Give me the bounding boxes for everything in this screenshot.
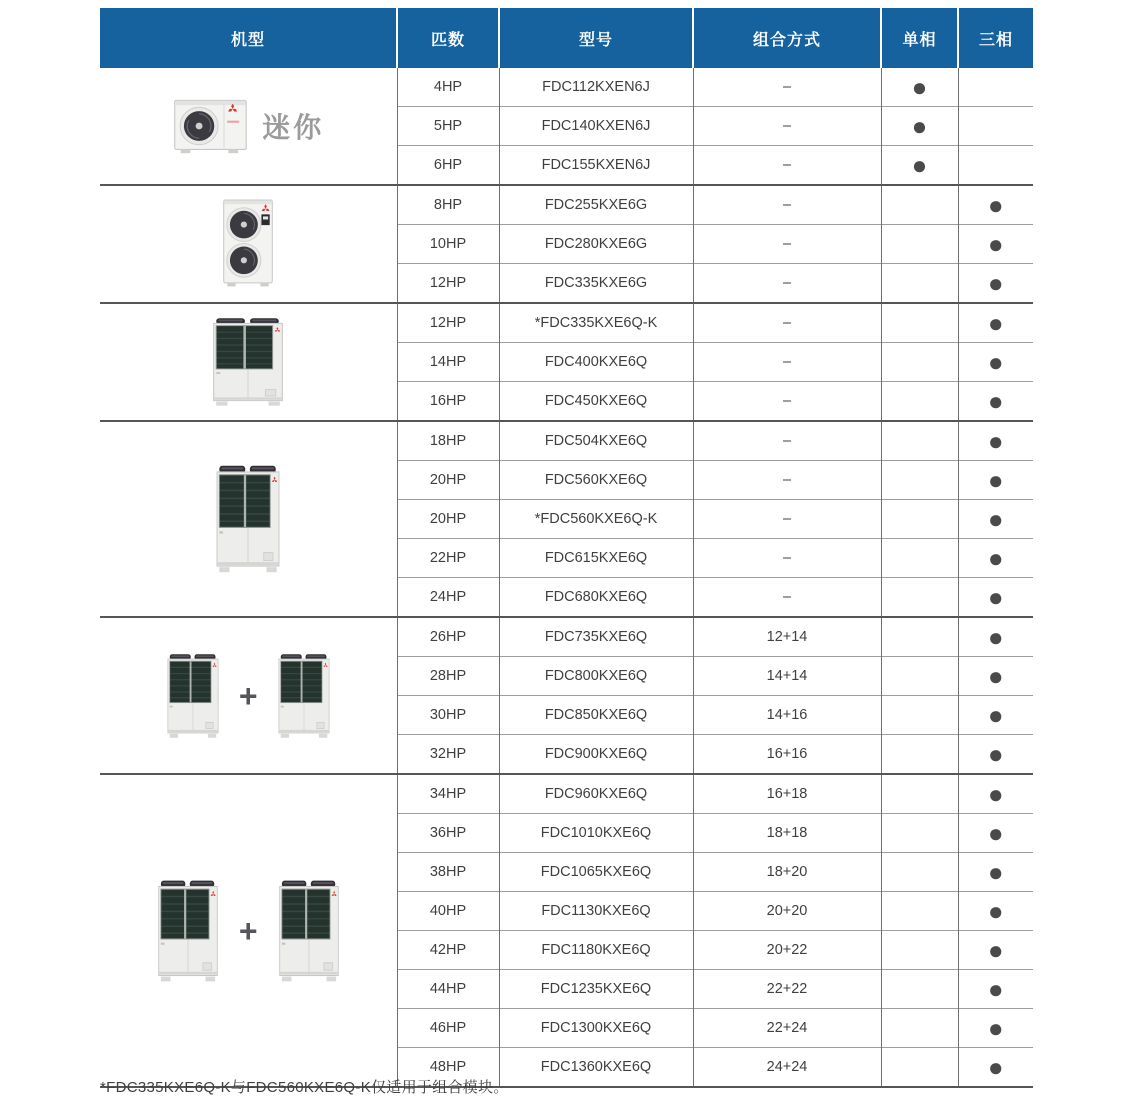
three-phase-marker: ● — [958, 303, 1033, 343]
model-type-cell-dual-fan — [100, 185, 397, 303]
single-phase-marker — [881, 225, 958, 264]
single-phase-marker — [881, 970, 958, 1009]
hp-cell: 20HP — [397, 461, 499, 500]
hp-cell: 6HP — [397, 146, 499, 186]
hp-cell: 12HP — [397, 264, 499, 304]
model-type-cell-combo-pair — [100, 617, 397, 774]
three-phase-marker: ● — [958, 696, 1033, 735]
hp-cell: 12HP — [397, 303, 499, 343]
hp-cell: 46HP — [397, 1009, 499, 1048]
model-cell: FDC255KXE6G — [499, 185, 693, 225]
plus-sign: + — [238, 677, 258, 714]
hp-cell: 40HP — [397, 892, 499, 931]
three-phase-marker: ● — [958, 657, 1033, 696]
model-cell: FDC850KXE6Q — [499, 696, 693, 735]
combination-cell: 16+16 — [693, 735, 881, 775]
single-phase-marker — [881, 657, 958, 696]
combination-cell: 20+20 — [693, 892, 881, 931]
hp-cell: 30HP — [397, 696, 499, 735]
outdoor-unit-combo-right-image — [274, 652, 334, 740]
model-cell: FDC1065KXE6Q — [499, 853, 693, 892]
single-phase-marker — [881, 853, 958, 892]
combination-cell: 24+24 — [693, 1048, 881, 1088]
model-cell: FDC335KXE6G — [499, 264, 693, 304]
combination-cell: – — [693, 107, 881, 146]
model-type-cell-combo-pair-large — [100, 774, 397, 1087]
combination-cell: – — [693, 303, 881, 343]
three-phase-marker: ● — [958, 421, 1033, 461]
model-cell: *FDC335KXE6Q-K — [499, 303, 693, 343]
hp-cell: 14HP — [397, 343, 499, 382]
single-phase-marker — [881, 1048, 958, 1088]
column-header-model-type: 机型 — [100, 8, 397, 68]
table-row — [100, 421, 1033, 461]
three-phase-marker: ● — [958, 970, 1033, 1009]
hp-cell: 38HP — [397, 853, 499, 892]
hp-cell: 8HP — [397, 185, 499, 225]
model-cell: FDC615KXE6Q — [499, 539, 693, 578]
single-phase-marker — [881, 539, 958, 578]
single-phase-marker — [881, 185, 958, 225]
single-phase-marker — [881, 774, 958, 814]
three-phase-marker: ● — [958, 461, 1033, 500]
column-header-single-phase: 单相 — [881, 8, 958, 68]
combination-cell: – — [693, 421, 881, 461]
single-phase-marker: ● — [881, 107, 958, 146]
model-type-cell-module-tall — [100, 421, 397, 617]
three-phase-marker: ● — [958, 931, 1033, 970]
combination-cell: 22+24 — [693, 1009, 881, 1048]
column-header-three-phase: 三相 — [958, 8, 1033, 68]
hp-cell: 42HP — [397, 931, 499, 970]
hp-cell: 22HP — [397, 539, 499, 578]
hp-cell: 32HP — [397, 735, 499, 775]
combination-cell: 18+18 — [693, 814, 881, 853]
three-phase-marker: ● — [958, 853, 1033, 892]
combination-cell: – — [693, 264, 881, 304]
three-phase-marker: ● — [958, 892, 1033, 931]
combination-cell: 22+22 — [693, 970, 881, 1009]
combination-cell: 18+20 — [693, 853, 881, 892]
model-cell: FDC280KXE6G — [499, 225, 693, 264]
model-cell: *FDC560KXE6Q-K — [499, 500, 693, 539]
single-phase-marker — [881, 735, 958, 775]
table-row — [100, 303, 1033, 343]
model-cell: FDC1130KXE6Q — [499, 892, 693, 931]
combination-cell: 20+22 — [693, 931, 881, 970]
spec-table-container — [100, 8, 1033, 1088]
three-phase-marker: ● — [958, 225, 1033, 264]
combination-cell: – — [693, 146, 881, 186]
hp-cell: 16HP — [397, 382, 499, 422]
model-cell: FDC680KXE6Q — [499, 578, 693, 618]
hp-cell: 36HP — [397, 814, 499, 853]
model-cell: FDC1010KXE6Q — [499, 814, 693, 853]
column-header-hp: 匹数 — [397, 8, 499, 68]
three-phase-marker: ● — [958, 264, 1033, 304]
hp-cell: 4HP — [397, 68, 499, 107]
model-cell: FDC504KXE6Q — [499, 421, 693, 461]
model-type-cell-module — [100, 303, 397, 421]
single-phase-marker: ● — [881, 68, 958, 107]
model-cell: FDC140KXEN6J — [499, 107, 693, 146]
single-phase-marker — [881, 617, 958, 657]
hp-cell: 24HP — [397, 578, 499, 618]
three-phase-marker: ● — [958, 1048, 1033, 1088]
hp-cell: 10HP — [397, 225, 499, 264]
outdoor-unit-module-image — [207, 316, 289, 408]
hp-cell: 5HP — [397, 107, 499, 146]
single-phase-marker — [881, 500, 958, 539]
model-cell: FDC1360KXE6Q — [499, 1048, 693, 1088]
model-cell: FDC112KXEN6J — [499, 68, 693, 107]
combination-cell: – — [693, 343, 881, 382]
three-phase-marker — [958, 107, 1033, 146]
model-cell: FDC960KXE6Q — [499, 774, 693, 814]
mini-label: 迷你 — [262, 112, 325, 143]
three-phase-marker: ● — [958, 539, 1033, 578]
single-phase-marker — [881, 382, 958, 422]
model-cell: FDC400KXE6Q — [499, 343, 693, 382]
combination-cell: – — [693, 578, 881, 618]
single-phase-marker — [881, 303, 958, 343]
combination-cell: – — [693, 382, 881, 422]
outdoor-unit-module-tall-image — [211, 463, 285, 575]
model-cell: FDC560KXE6Q — [499, 461, 693, 500]
combination-cell: – — [693, 185, 881, 225]
three-phase-marker: ● — [958, 617, 1033, 657]
column-header-model-no: 型号 — [499, 8, 693, 68]
three-phase-marker: ● — [958, 814, 1033, 853]
combination-cell: 12+14 — [693, 617, 881, 657]
hp-cell: 26HP — [397, 617, 499, 657]
footnote: *FDC335KXE6Q-K与FDC560KXE6Q-K仅适用于组合模块。 — [100, 1079, 509, 1096]
single-phase-marker — [881, 814, 958, 853]
three-phase-marker: ● — [958, 500, 1033, 539]
model-cell: FDC900KXE6Q — [499, 735, 693, 775]
three-phase-marker — [958, 146, 1033, 186]
plus-sign: + — [238, 912, 258, 949]
model-type-cell-mini — [100, 68, 397, 185]
model-cell: FDC735KXE6Q — [499, 617, 693, 657]
single-phase-marker — [881, 578, 958, 618]
single-phase-marker — [881, 696, 958, 735]
combination-cell: – — [693, 461, 881, 500]
outdoor-unit-mini-image — [172, 94, 250, 158]
model-cell: FDC155KXEN6J — [499, 146, 693, 186]
single-phase-marker: ● — [881, 146, 958, 186]
combination-cell: 16+18 — [693, 774, 881, 814]
table-row — [100, 617, 1033, 657]
three-phase-marker — [958, 68, 1033, 107]
combination-cell: 14+16 — [693, 696, 881, 735]
single-phase-marker — [881, 421, 958, 461]
three-phase-marker: ● — [958, 578, 1033, 618]
model-cell: FDC1180KXE6Q — [499, 931, 693, 970]
outdoor-unit-dual-fan-image — [217, 197, 279, 291]
three-phase-marker: ● — [958, 1009, 1033, 1048]
hp-cell: 48HP — [397, 1048, 499, 1088]
combination-cell: – — [693, 500, 881, 539]
hp-cell: 20HP — [397, 500, 499, 539]
model-cell: FDC1300KXE6Q — [499, 1009, 693, 1048]
combination-cell: – — [693, 539, 881, 578]
outdoor-unit-spec-table — [100, 8, 1033, 1088]
outdoor-unit-combo-left-image — [163, 652, 223, 740]
three-phase-marker: ● — [958, 185, 1033, 225]
table-row — [100, 185, 1033, 225]
single-phase-marker — [881, 461, 958, 500]
hp-cell: 44HP — [397, 970, 499, 1009]
three-phase-marker: ● — [958, 735, 1033, 775]
three-phase-marker: ● — [958, 382, 1033, 422]
model-cell: FDC1235KXE6Q — [499, 970, 693, 1009]
three-phase-marker: ● — [958, 774, 1033, 814]
column-header-combination: 组合方式 — [693, 8, 881, 68]
outdoor-unit-combo-large-left-image — [153, 878, 223, 984]
single-phase-marker — [881, 931, 958, 970]
hp-cell: 28HP — [397, 657, 499, 696]
combination-cell: – — [693, 225, 881, 264]
header-row — [100, 8, 1033, 68]
model-cell: FDC800KXE6Q — [499, 657, 693, 696]
single-phase-marker — [881, 1009, 958, 1048]
hp-cell: 34HP — [397, 774, 499, 814]
single-phase-marker — [881, 892, 958, 931]
hp-cell: 18HP — [397, 421, 499, 461]
model-cell: FDC450KXE6Q — [499, 382, 693, 422]
three-phase-marker: ● — [958, 343, 1033, 382]
outdoor-unit-combo-large-right-image — [274, 878, 344, 984]
combination-cell: – — [693, 68, 881, 107]
single-phase-marker — [881, 264, 958, 304]
single-phase-marker — [881, 343, 958, 382]
table-row — [100, 774, 1033, 814]
combination-cell: 14+14 — [693, 657, 881, 696]
table-row — [100, 68, 1033, 107]
